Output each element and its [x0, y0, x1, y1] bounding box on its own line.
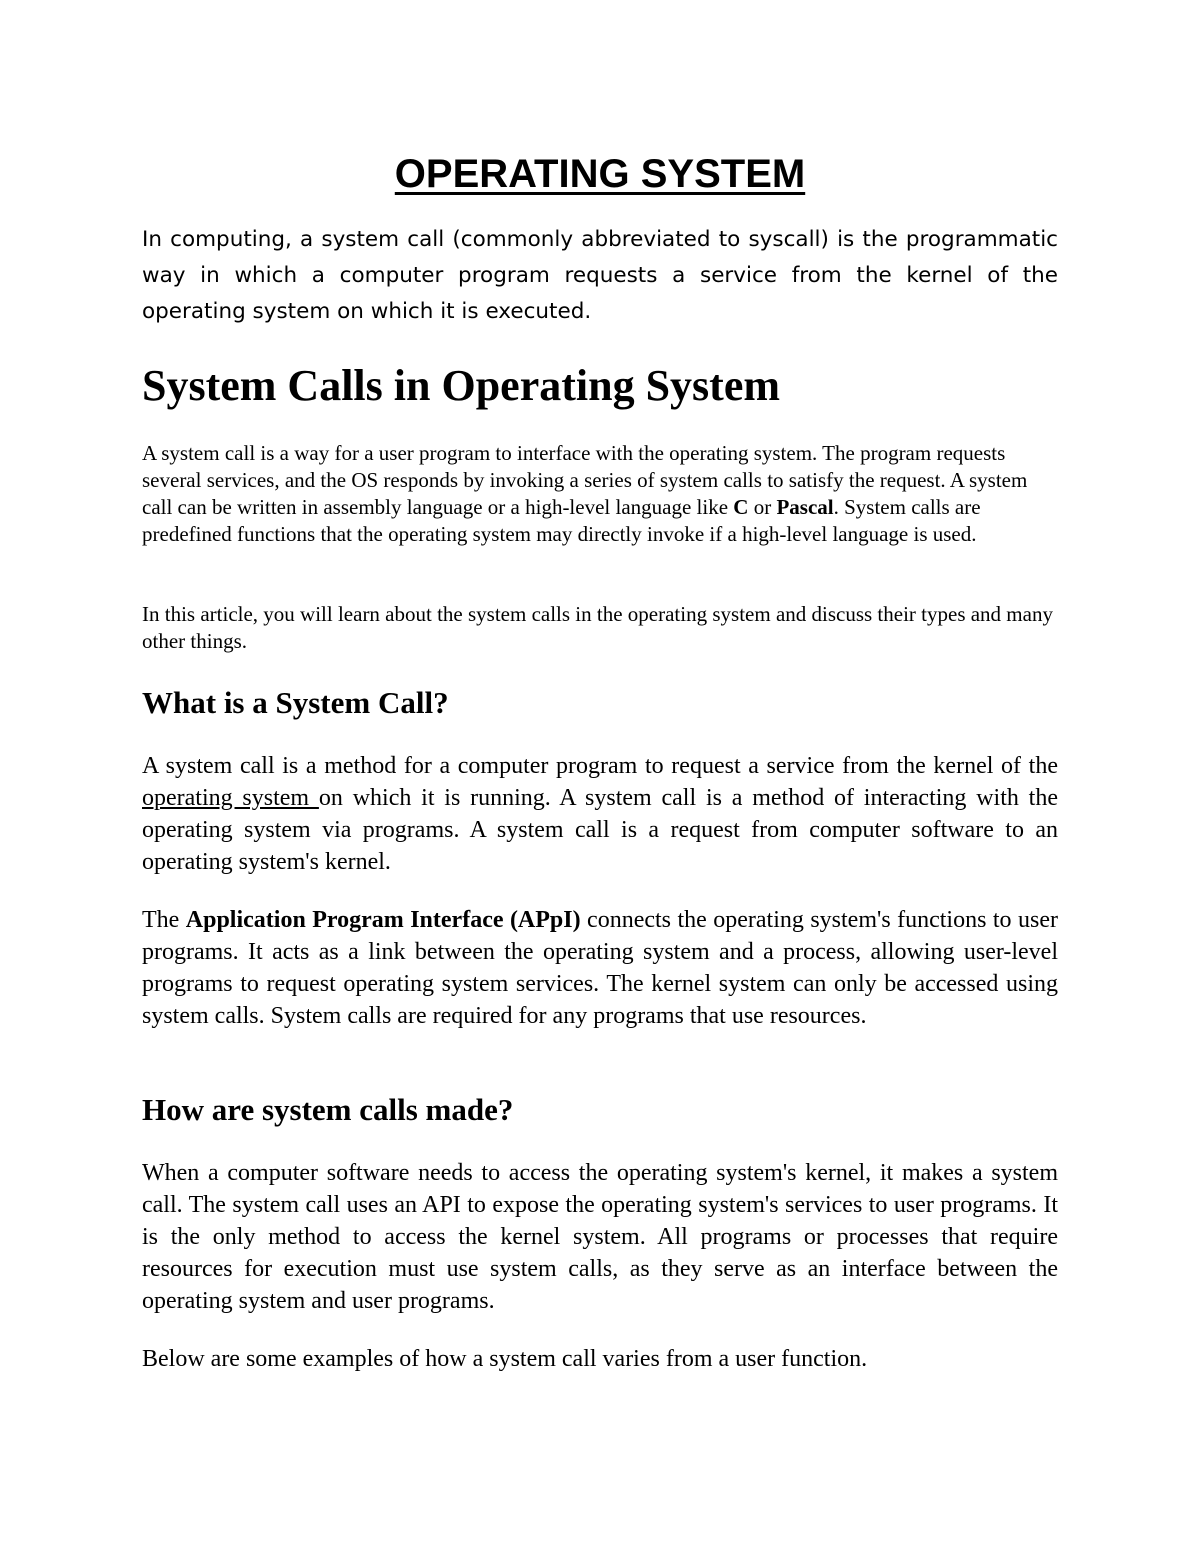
bold-term-api: Application Program Interface (APpI): [185, 907, 581, 933]
document-title: OPERATING SYSTEM: [394, 152, 806, 196]
how-made-paragraph: When a computer software needs to access the operating system's kernel, it makes a system call. The system call uses an API to expose the operating system's services to user programs. It is the only method to access the kernel system. All programs or processes that require resources for execution must use system calls, as they serve as an interface between the operating system and user programs.: [142, 1160, 1058, 1314]
bold-term-c: C: [733, 495, 749, 519]
intro-paragraph: In computing, a system call (commonly abbreviated to syscall) is the programmatic way in which a computer program requests a service from the kernel of the operating system on which it is executed.: [142, 227, 1058, 324]
text-run: A system call is a method for a computer program to request a service from the kernel of the: [142, 753, 1058, 779]
system-calls-paragraph: [142, 440, 1058, 548]
article-intro-paragraph: In this article, you will learn about the system calls in the operating system and discuss their types and many other things.: [142, 602, 1053, 653]
bold-term-pascal: Pascal: [776, 495, 834, 519]
section-heading-system-calls: System Calls in Operating System: [142, 361, 780, 410]
text-run: . System calls are predefined functions that the operating system may directly invoke if a high-level language is used.: [142, 495, 981, 546]
text-run: The: [142, 907, 186, 933]
operating-system-link[interactable]: operating system: [142, 785, 319, 811]
text-run: or: [748, 495, 777, 519]
section-heading-what-is: What is a System Call?: [142, 685, 449, 720]
api-paragraph: [142, 904, 1058, 1032]
what-is-paragraph: [142, 750, 1058, 878]
text-run: A system call is a way for a user program to interface with the operating system. The program requests several services, and the OS responds by invoking a series of system calls to satisfy the request. A system call can be written in assembly language or a high-level language like: [142, 441, 1028, 519]
text-run: on which it is running. A system call is a method of interacting with the operating system via programs. A system call is a request from computer software to an operating system's kernel.: [142, 785, 1058, 875]
section-heading-how-made: How are system calls made?: [142, 1092, 514, 1127]
text-run: connects the operating system's functions to user programs. It acts as a link between the operating system and a process, allowing user-level programs to request operating system services. The kernel system can only be accessed using system calls. System calls are required for any programs that use resources.: [142, 907, 1058, 1029]
examples-paragraph: Below are some examples of how a system call varies from a user function.: [142, 1346, 868, 1372]
